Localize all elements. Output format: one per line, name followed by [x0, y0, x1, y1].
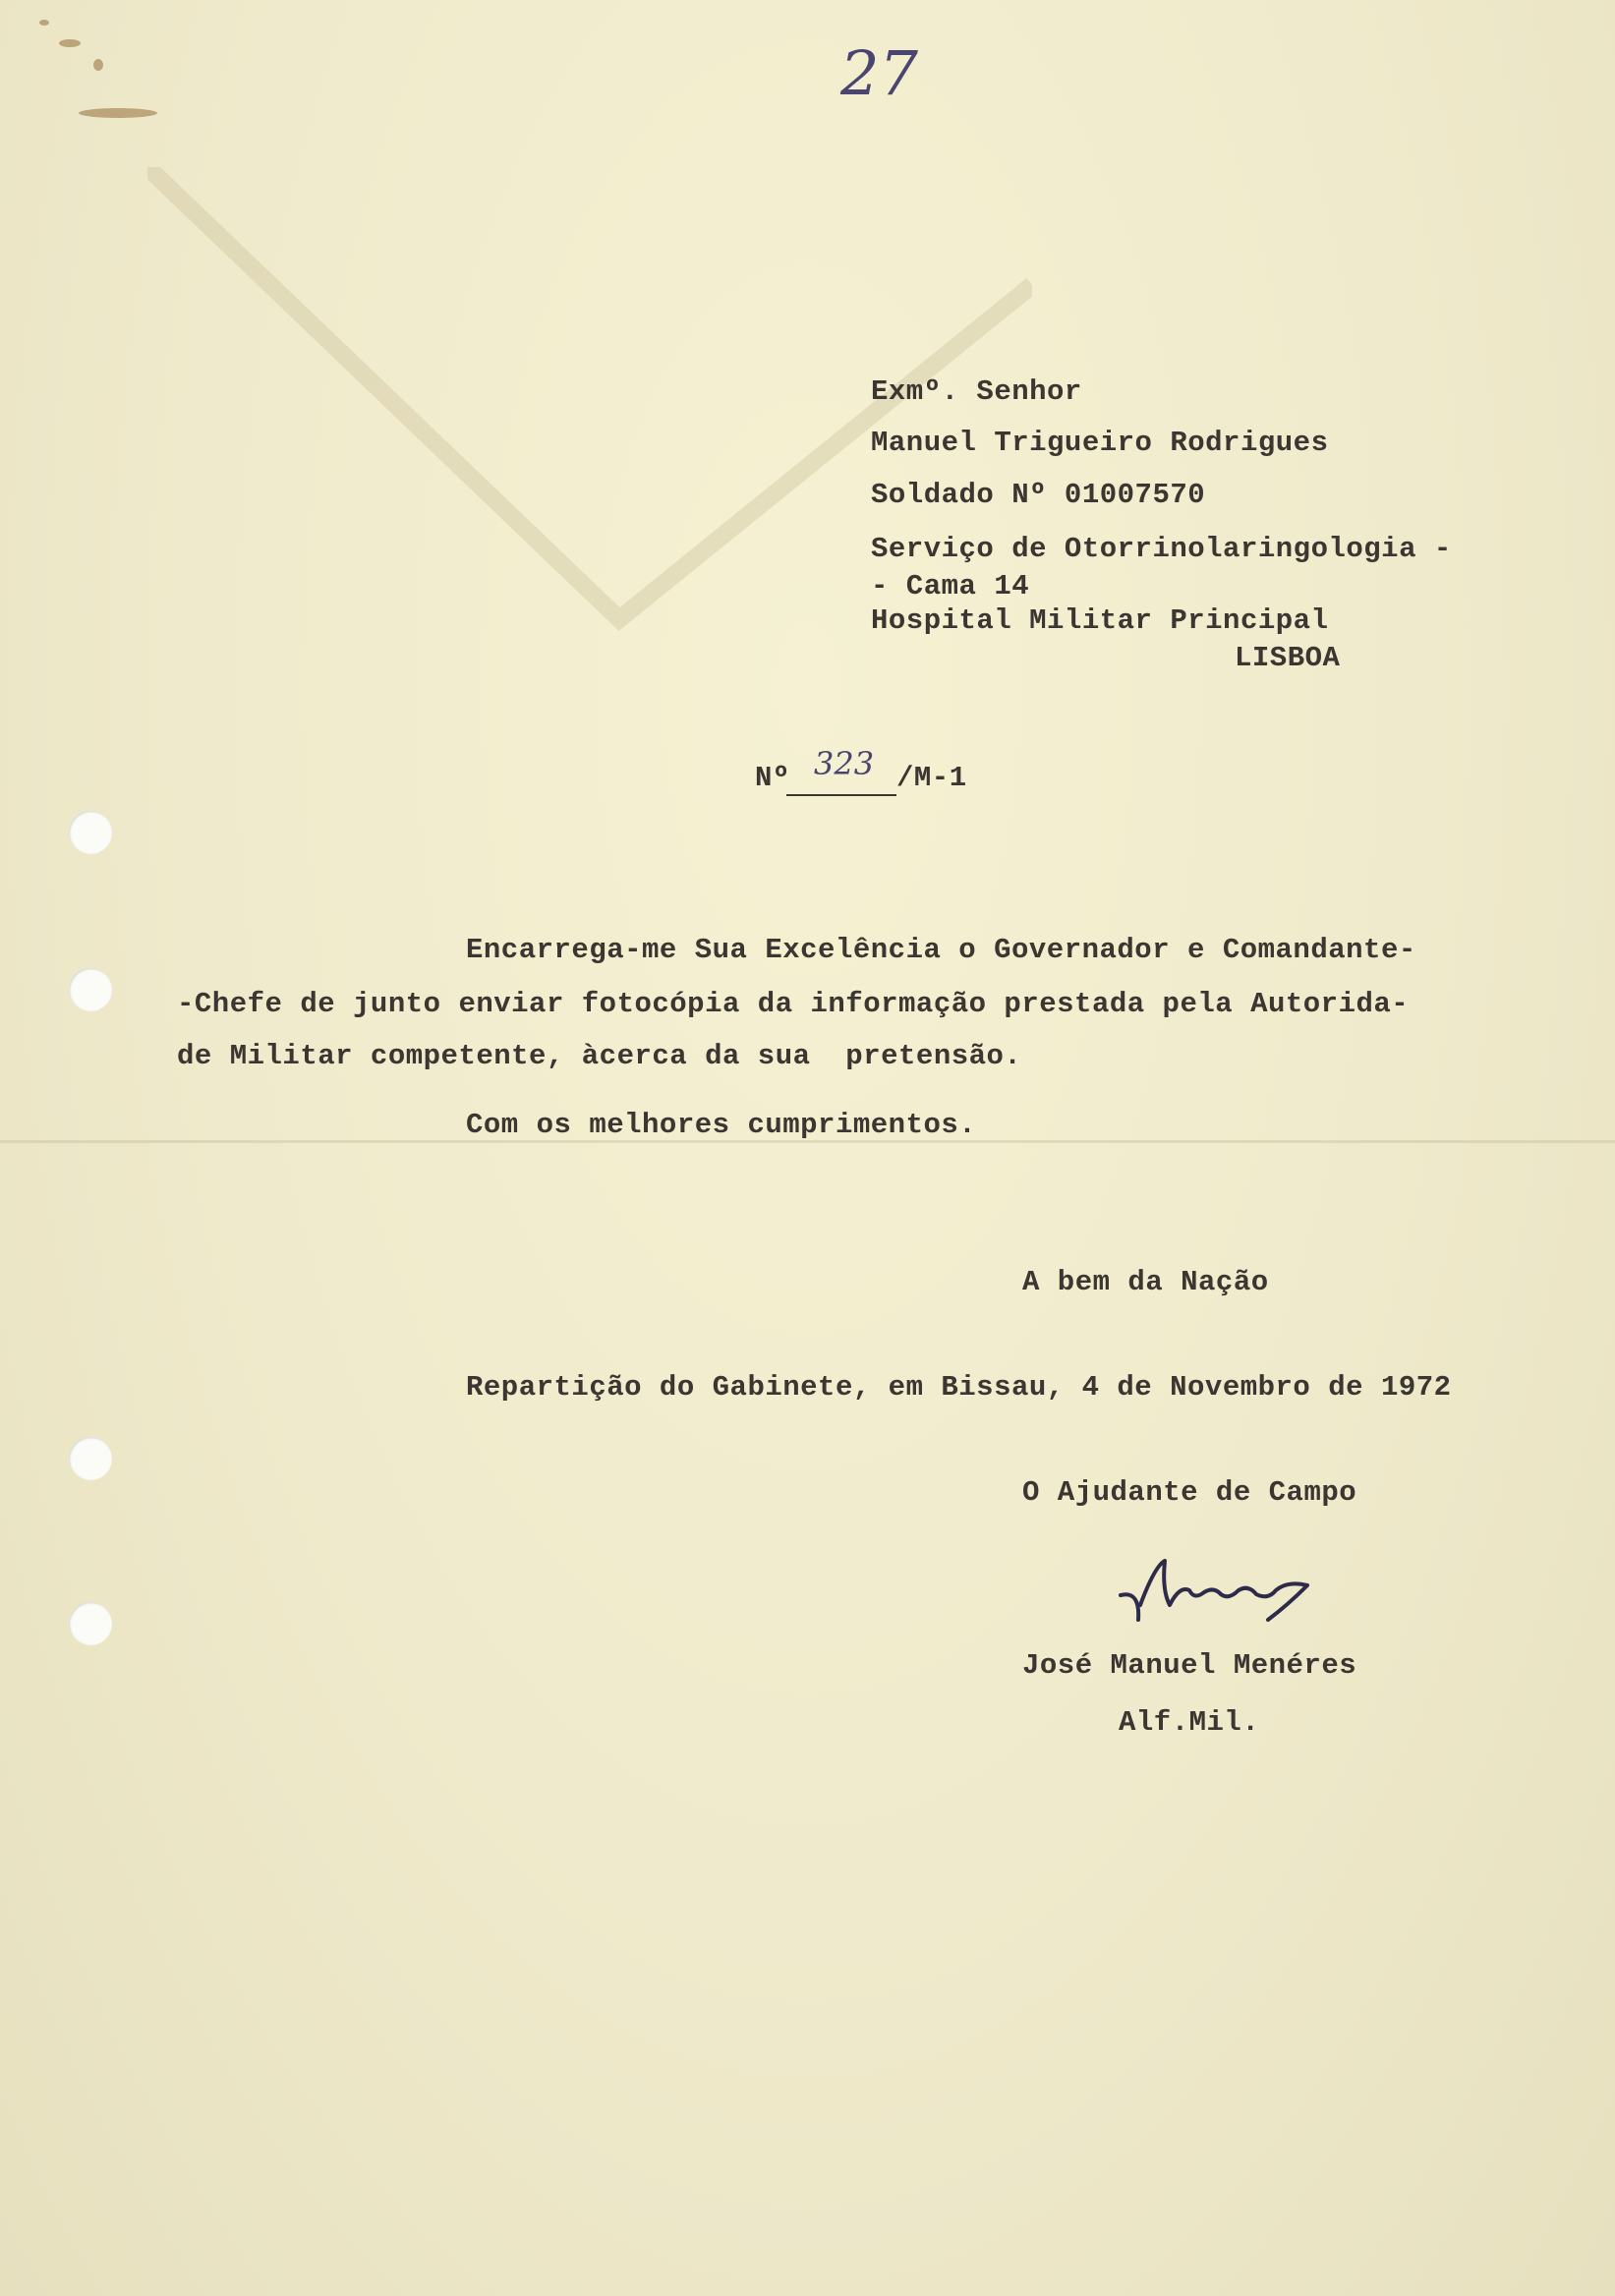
reference-underline	[786, 794, 896, 796]
body-line-3: de Militar competente, àcerca da sua pretensão.	[177, 1040, 1022, 1072]
punch-hole	[69, 1437, 112, 1480]
signatory-name: José Manuel Menéres	[1022, 1649, 1357, 1682]
signatory-role: O Ajudante de Campo	[1022, 1476, 1357, 1509]
addressee-salutation: Exmº. Senhor	[871, 375, 1082, 408]
handwritten-reference-number: 323	[814, 745, 875, 782]
handwritten-page-number: 27	[840, 37, 918, 109]
stain-mark	[59, 39, 81, 47]
addressee-service-line1: Serviço de Otorrinolaringologia -	[871, 533, 1452, 565]
stain-mark	[39, 20, 49, 26]
body-line-2: -Chefe de junto enviar fotocópia da informação prestada pela Autorida-	[177, 988, 1410, 1020]
stain-mark	[79, 108, 157, 118]
addressee-service-line2: - Cama 14	[871, 570, 1030, 603]
reference-prefix: Nº	[755, 762, 790, 794]
reference-suffix: /M-1	[896, 762, 967, 794]
closing-line: Com os melhores cumprimentos.	[466, 1109, 977, 1141]
place-date: Repartição do Gabinete, em Bissau, 4 de Novembro de 1972	[466, 1371, 1452, 1404]
punch-hole	[69, 811, 112, 854]
punch-hole	[69, 1602, 112, 1645]
signatory-rank: Alf.Mil.	[1119, 1706, 1260, 1739]
handwritten-signature	[1111, 1551, 1386, 1639]
stain-mark	[93, 59, 103, 71]
addressee-hospital: Hospital Militar Principal	[871, 604, 1329, 637]
addressee-city: LISBOA	[1235, 642, 1341, 674]
punch-hole	[69, 968, 112, 1011]
valediction: A bem da Nação	[1022, 1266, 1269, 1298]
body-line-1: Encarrega-me Sua Excelência o Governador e Comandante-	[466, 934, 1416, 966]
addressee-rank: Soldado Nº 01007570	[871, 479, 1206, 511]
addressee-name: Manuel Trigueiro Rodrigues	[871, 427, 1329, 459]
